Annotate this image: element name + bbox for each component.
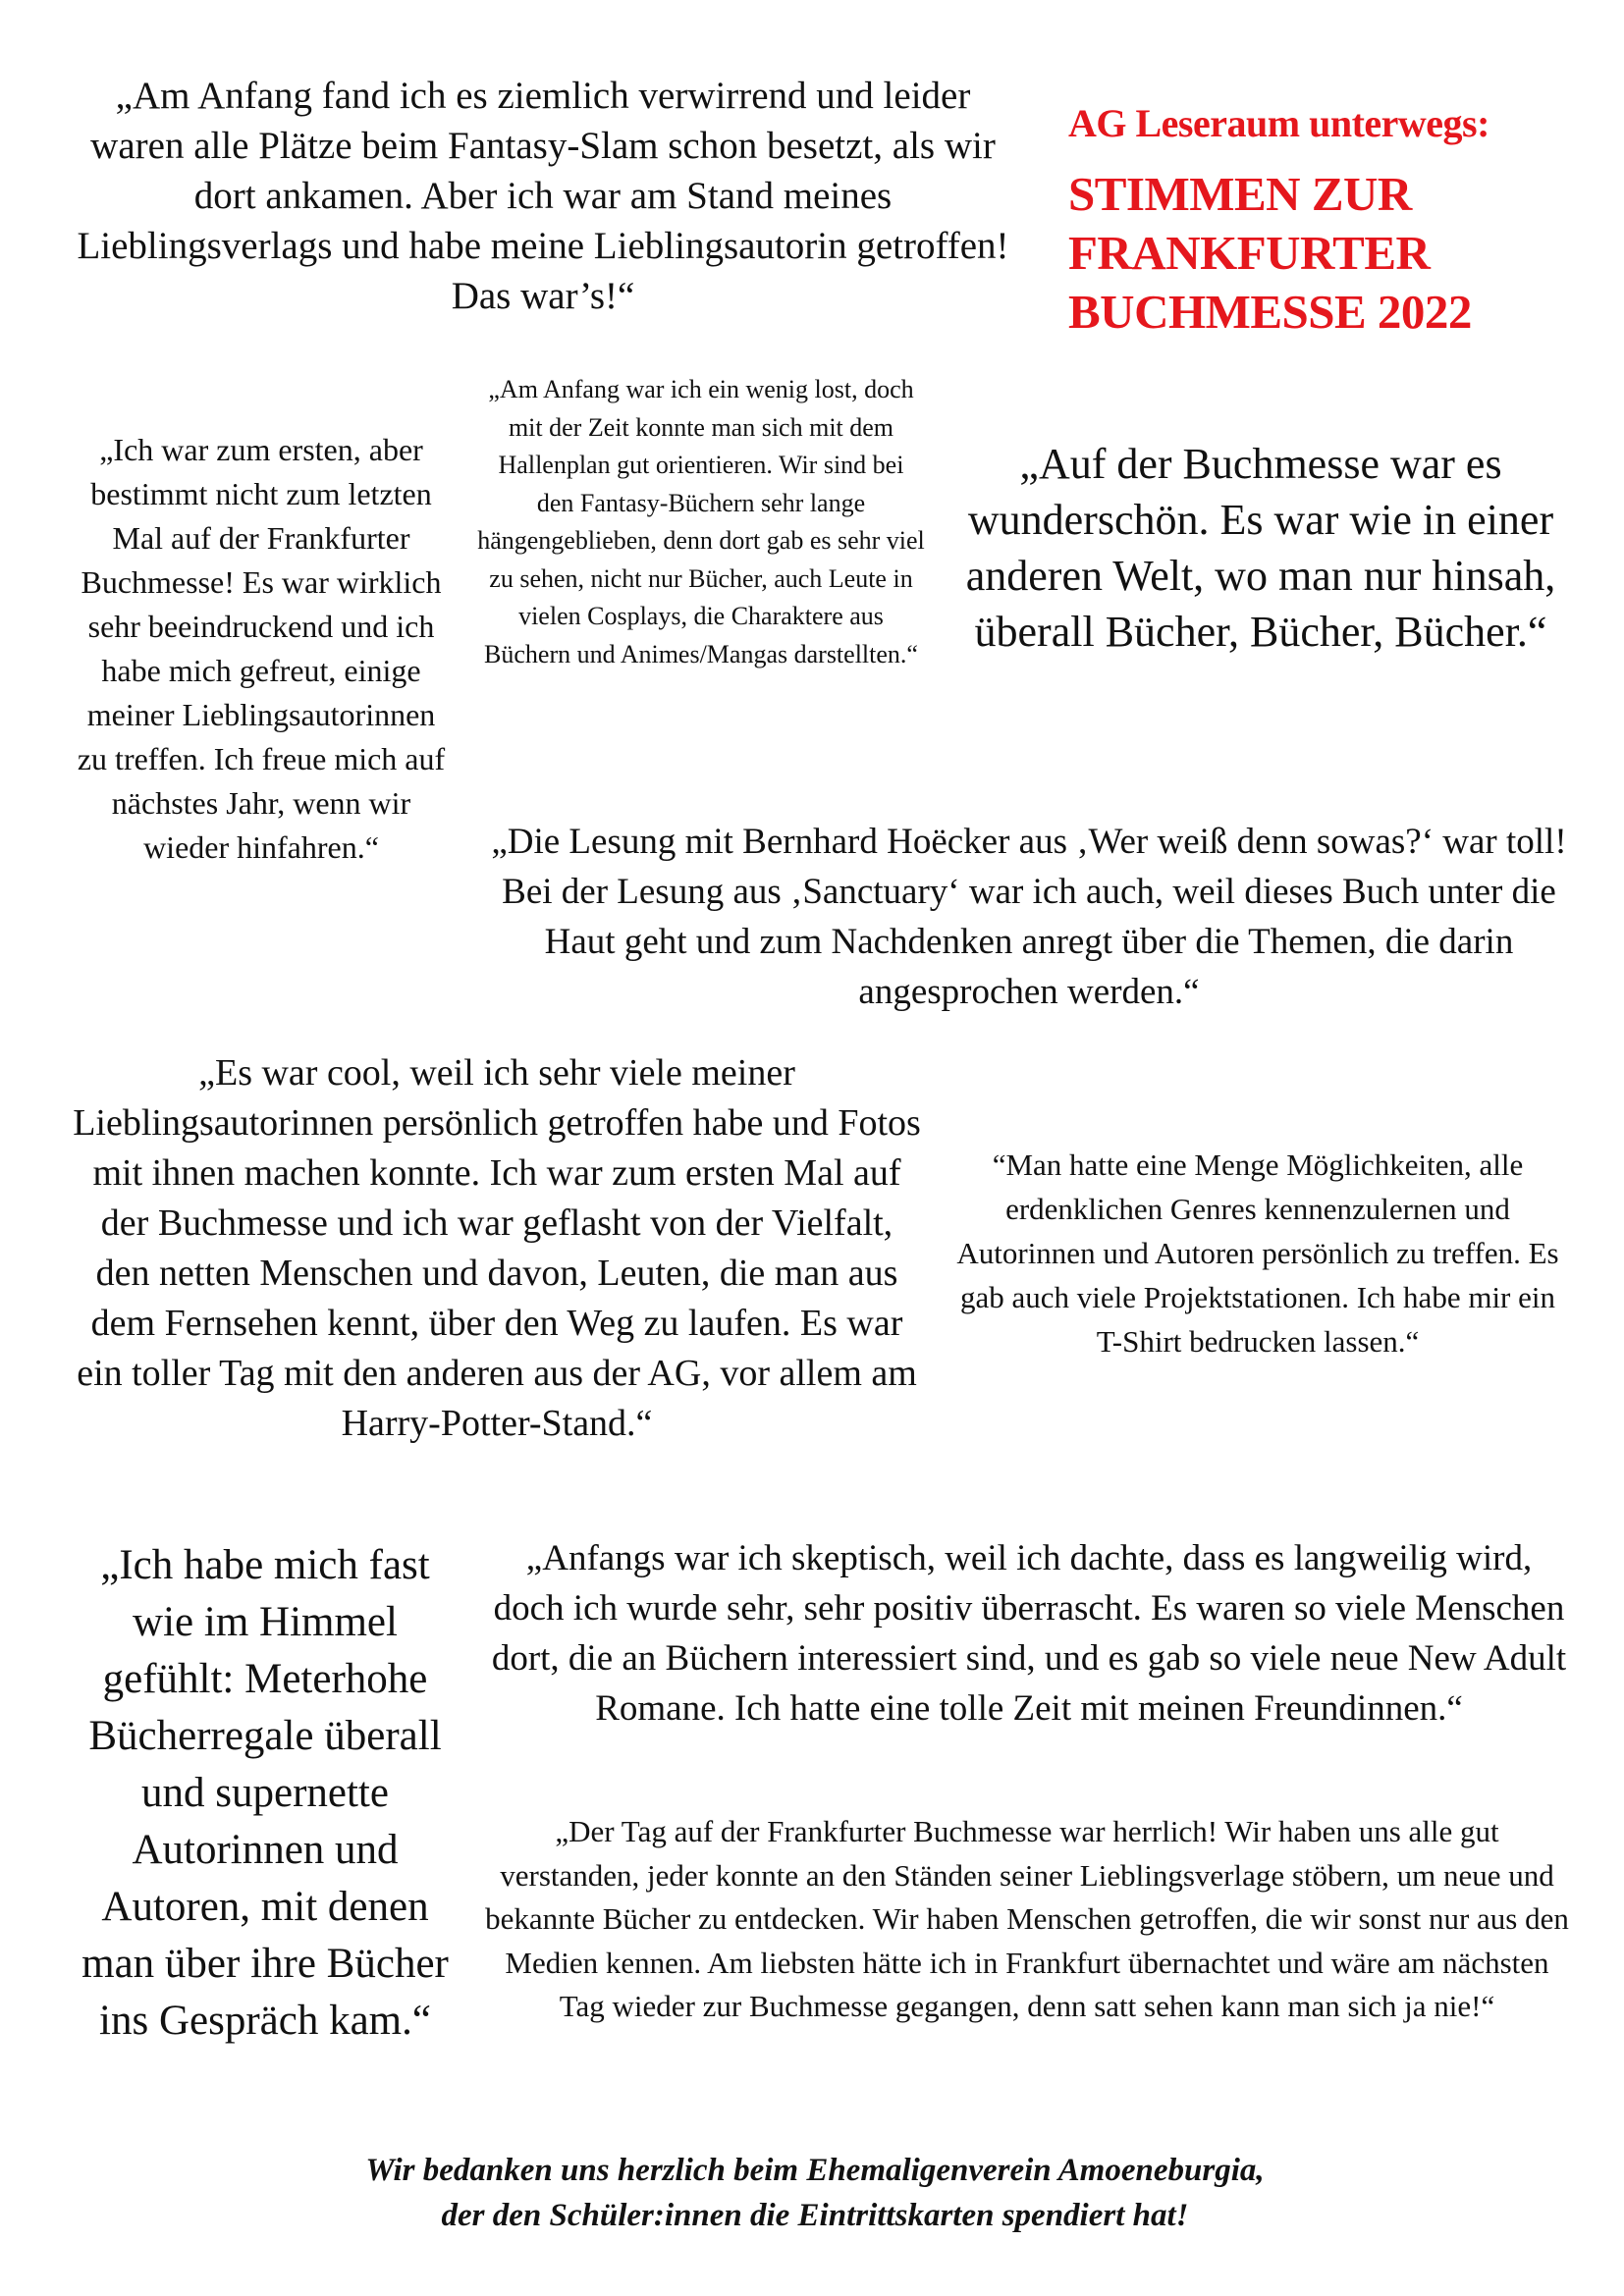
header-block <box>1068 98 1579 342</box>
header-subtitle: AG Leseraum unterwegs: <box>1068 101 1489 145</box>
thanks-note <box>157 2148 1473 2238</box>
quote-skeptisch: „Anfangs war ich skeptisch, weil ich dachte, dass es langweilig wird, doch ich wurde sehr, sehr positiv überrascht. Es waren so viele Menschen dort, die an Büchern interessiert sind, und es gab so viele neue New Adult Romane. Ich hatte eine tolle Zeit mit meinen Freundinnen.“ <box>491 1538 1567 1729</box>
header-title: STIMMEN ZUR FRANKFURTER BUCHMESSE 2022 <box>1068 167 1472 339</box>
thanks-line-2: der den Schüler:innen die Eintrittskarten spendiert hat! <box>441 2198 1189 2233</box>
quote-fantasy-slam: „Am Anfang fand ich es ziemlich verwirrend und leider waren alle Plätze beim Fantasy-Slam schon besetzt, als wir dort ankamen. Aber ich war am Stand meines Lieblingsverlags und habe meine Lieblingsautorin getroffen! Das war’s!“ <box>77 75 1009 317</box>
quote-himmel: „Ich habe mich fast wie im Himmel gefühlt: Meterhohe Bücherregale überall und supernette Autorinnen und Autoren, mit denen man über ihre Bücher ins Gespräch kam.“ <box>81 1542 449 2044</box>
quote-cool: „Es war cool, weil ich sehr viele meiner Lieblingsautorinnen persönlich getroffen habe und Fotos mit ihnen machen konnte. Ich war zum ersten Mal auf der Buchmesse und ich war geflasht von der Vielfalt, den netten Menschen und davon, Leuten, die man aus dem Fernsehen kennt, über den Weg zu laufen. Es war ein toller Tag mit den anderen aus der AG, vor allem am Harry-Potter-Stand.“ <box>73 1052 921 1444</box>
quote-wunderschoen: „Auf der Buchmesse war es wunderschön. Es war wie in einer anderen Welt, wo man nur hinsah, überall Bücher, Bücher, Bücher.“ <box>965 440 1556 656</box>
thanks-line-1: Wir bedanken uns herzlich beim Ehemaligenverein Amoeneburgia, <box>365 2153 1265 2188</box>
quote-moeglichkeiten: “Man hatte eine Menge Möglichkeiten, alle erdenklichen Genres kennenzulernen und Autorinnen und Autoren persönlich zu treffen. Es gab auch viele Projektstationen. Ich habe mir ein T-Shirt bedrucken lassen.“ <box>956 1148 1559 1359</box>
quote-herrlich: „Der Tag auf der Frankfurter Buchmesse war herrlich! Wir haben uns alle gut verstanden, jeder konnte an den Ständen seiner Lieblingsverlage stöbern, um neue und bekannte Bücher zu entdecken. Wir haben Menschen getroffen, die wir sonst nur aus den Medien kennen. Am liebsten hätte ich in Frankfurt übernachtet und wäre am nächsten Tag wieder zur Buchmesse gegangen, denn satt sehen kann man sich ja nie!“ <box>485 1814 1569 2023</box>
quote-erstes-mal: „Ich war zum ersten, aber bestimmt nicht zum letzten Mal auf der Frankfurter Buchmesse! Es war wirklich sehr beeindruckend und ich habe mich gefreut, einige meiner Lieblingsautorinnen zu treffen. Ich freue mich auf nächstes Jahr, wenn wir wieder hinfahren.“ <box>77 432 446 865</box>
quote-hallenplan: „Am Anfang war ich ein wenig lost, doch mit der Zeit konnte man sich mit dem Hallenplan gut orientieren. Wir sind bei den Fantasy-Büchern sehr lange hängengeblieben, denn dort gab es sehr viel zu sehen, nicht nur Bücher, auch Leute in vielen Cosplays, die Charaktere aus Büchern und Animes/Mangas darstellten.“ <box>477 375 925 668</box>
quote-lesung: „Die Lesung mit Bernhard Hoëcker aus ‚Wer weiß denn sowas?‘ war toll! Bei der Lesung aus ‚Sanctuary‘ war ich auch, weil dieses Buch unter die Haut geht und zum Nachdenken anregt über die Themen, die darin angesprochen werden.“ <box>491 822 1567 1012</box>
